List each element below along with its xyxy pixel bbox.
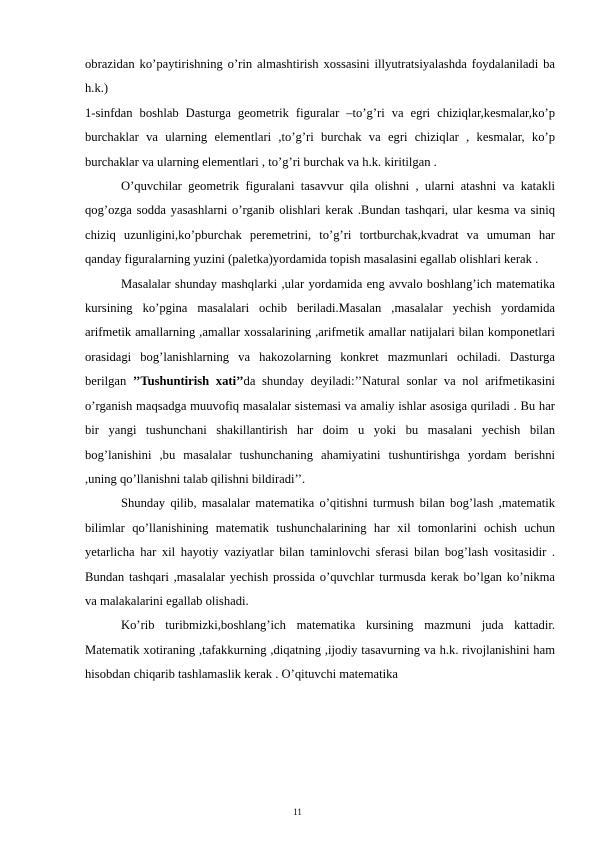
bold-term-explanation: ’’Tushuntirish xati’’ — [132, 374, 244, 389]
paragraph-text-before: Masalalar shunday mashqlarki ,ular yordamida eng avvalo boshlang’ich matematika kursining ko’pgina masalalari ochib beriladi.Masalan ,masalalar yechish yordamida arifmetik amallarning ,amallar xossalarining ,arifmetik amallar natijalari bilan komponetlari orasidagi bog’lanishlarning va hakozolarning konkret mazmunlari ochiladi. Dasturga berilgan — [85, 276, 555, 389]
paragraph-text-after: da shunday deyiladi:’’Natural sonlar va nol arifmetikasini o’rganish maqsadga muuvofiq masalalar sistemasi va amaliy ishlar asosiga quriladi . Bu har bir yangi tushunchani shakillantirish har doim u yoki bu masalani yechish bilan bog’lanishini ,bu masalalar tushunchaning ahamiyatini tushuntirishga yordam berishni ,uning qo’llanishni talab qilishni bildiradi’’. — [85, 374, 556, 486]
page-number: 11 — [293, 807, 302, 817]
paragraph-course-content: Ko’rib turibmizki,boshlang’ich matematika kursining mazmuni juda kattadir. Matematik xotiraning ,tafakkurning ,diqatning ,ijodiy tasavurning va h.k. rivojlanishini ham hisobdan chiqarib tashlamaslik kerak . O’qituvchi matematika — [85, 618, 555, 682]
document-page — [85, 52, 555, 687]
paragraph-intro-continuation: obrazidan ko’paytirishning o’rin almashtirish xossasini illyutratsiyalashda foydalaniladi ba h.k.) — [85, 57, 555, 96]
paragraph-life-connection: Shunday qilib, masalalar matematika o’qitishni turmush bilan bog’lash ,matematik bilimlar qo’llanishining matematik tushunchalarining har xil tomonlarini ochish uchun yetarlicha har xil hayotiy vaziyatlar bilan taminlovchi sferasi bilan bog’lash vositasidir . Bundan tashqari ,masalalar yechish prossida o’quvchlar turmusda kerak bo’lgan ko’nikma va malakalarini egallab olishadi. — [85, 496, 555, 608]
paragraph-students-figures: O’quvchilar geometrik figuralani tasavvur qila olishni , ularni atashni va katakli qog’ozga sodda yasashlarni o’rganib olishlari kerak .Bundan tashqari, ular kesma va siniq chiziq uzunligini,ko’pburchak peremetrini, to’g’ri tortburchak,kvadrat va umuman har qanday figuralarning yuzini (paletka)yordamida topish masalasini egallab olishlari kerak . — [85, 179, 555, 267]
paragraph-problems-exercises — [85, 272, 555, 492]
paragraph-geometric-figures: 1-sinfdan boshlab Dasturga geometrik figuralar –to’g’ri va egri chiziqlar,kesmalar,ko’p burchaklar va ularning elementlari ,to’g’ri burchak va egri chiziqlar , kesmalar, ko’p burchaklar va ularning elementlari , to’g’ri burchak va h.k. kiritilgan . — [85, 105, 555, 169]
